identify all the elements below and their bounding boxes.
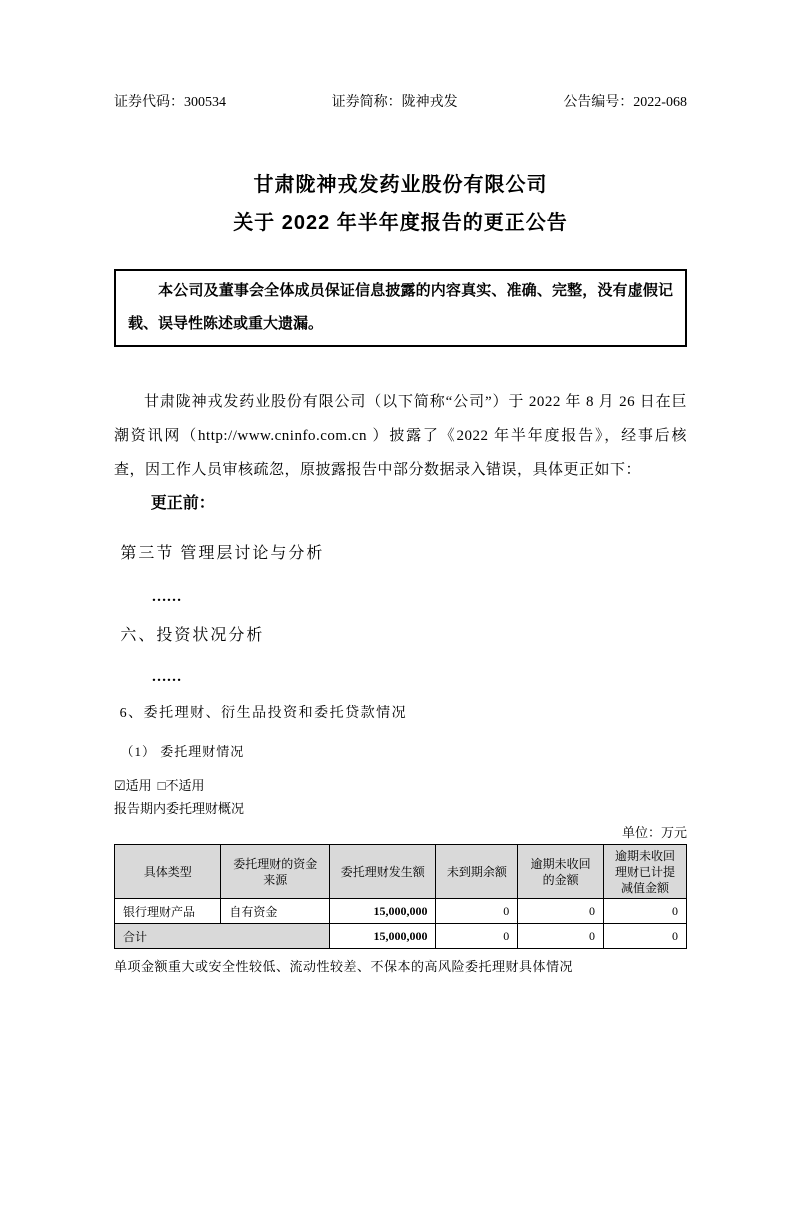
chapter-heading: 第三节 管理层讨论与分析 — [120, 545, 325, 562]
header-cell-undue: 未到期余额 — [436, 845, 518, 899]
header-cell-overdue: 逾期未收回的金额 — [518, 845, 604, 899]
table-row — [115, 899, 687, 924]
stock-code: 证券代码：300534 — [114, 95, 226, 110]
total-cell-amount: 15,000,000 — [330, 924, 436, 949]
high-risk-note: 单项金额重大或安全性较低、流动性较差、不保本的高风险委托理财具体情况 — [114, 959, 574, 974]
row-cell-source: 自有资金 — [221, 899, 330, 924]
declaration-box — [114, 269, 687, 347]
total-cell-label: 合计 — [115, 924, 330, 949]
before-correction-label: 更正前： — [150, 495, 215, 512]
row-cell-impairment: 0 — [604, 899, 687, 924]
total-cell-undue: 0 — [436, 924, 518, 949]
row-cell-overdue: 0 — [518, 899, 604, 924]
applicability-line — [114, 777, 687, 795]
entrusted-finance-sub-heading: （1） 委托理财情况 — [120, 744, 245, 759]
total-cell-overdue: 0 — [518, 924, 604, 949]
checkbox-applicable-checked: ☑适用 — [114, 778, 152, 793]
header-cell-impairment: 逾期未收回理财已计提减值金额 — [604, 845, 687, 899]
declaration-text: 本公司及董事会全体成员保证信息披露的内容真实、准确、完整，没有虚假记载、误导性陈述或重大遗漏。 — [128, 282, 673, 332]
checkbox-not-applicable: □不适用 — [157, 778, 205, 793]
row-cell-amount: 15,000,000 — [330, 899, 436, 924]
header-cell-amount: 委托理财发生额 — [330, 845, 436, 899]
total-cell-impairment: 0 — [604, 924, 687, 949]
stock-short-name: 证券简称：陇神戎发 — [331, 95, 458, 110]
document-meta-row — [114, 94, 687, 112]
table-total-row — [115, 924, 687, 949]
entrusted-finance-table — [114, 844, 687, 949]
header-cell-type: 具体类型 — [115, 845, 221, 899]
row-cell-undue: 0 — [436, 899, 518, 924]
page-title-line2: 关于 2022 年半年度报告的更正公告 — [233, 212, 568, 234]
page-title — [114, 166, 687, 242]
announcement-number: 公告编号：2022-068 — [563, 95, 687, 110]
page-title-line1: 甘肃陇神戎发药业股份有限公司 — [253, 174, 548, 196]
entrusted-finance-heading: 6、委托理财、衍生品投资和委托贷款情况 — [119, 706, 408, 721]
header-cell-source: 委托理财的资金来源 — [221, 845, 330, 899]
row-cell-type: 银行理财产品 — [115, 899, 221, 924]
unit-label: 单位：万元 — [621, 825, 687, 840]
table-header-row — [115, 845, 687, 899]
ellipsis-1: …… — [151, 589, 182, 605]
ellipsis-2: …… — [151, 669, 182, 685]
document-page — [0, 94, 793, 1216]
intro-paragraph: 甘肃陇神戎发药业股份有限公司（以下简称“公司”）于 2022 年 8 月 26 日在巨潮资讯网（http://www.cninfo.com.cn ）披露了《2022 年半年度报告》，经事后核查，因工作人员审核疏忽，原披露报告中部分数据录入错误，具体更正如下： — [114, 394, 687, 478]
investment-analysis-heading: 六、投资状况分析 — [120, 627, 265, 644]
report-period-overview-label: 报告期内委托理财概况 — [114, 801, 245, 816]
